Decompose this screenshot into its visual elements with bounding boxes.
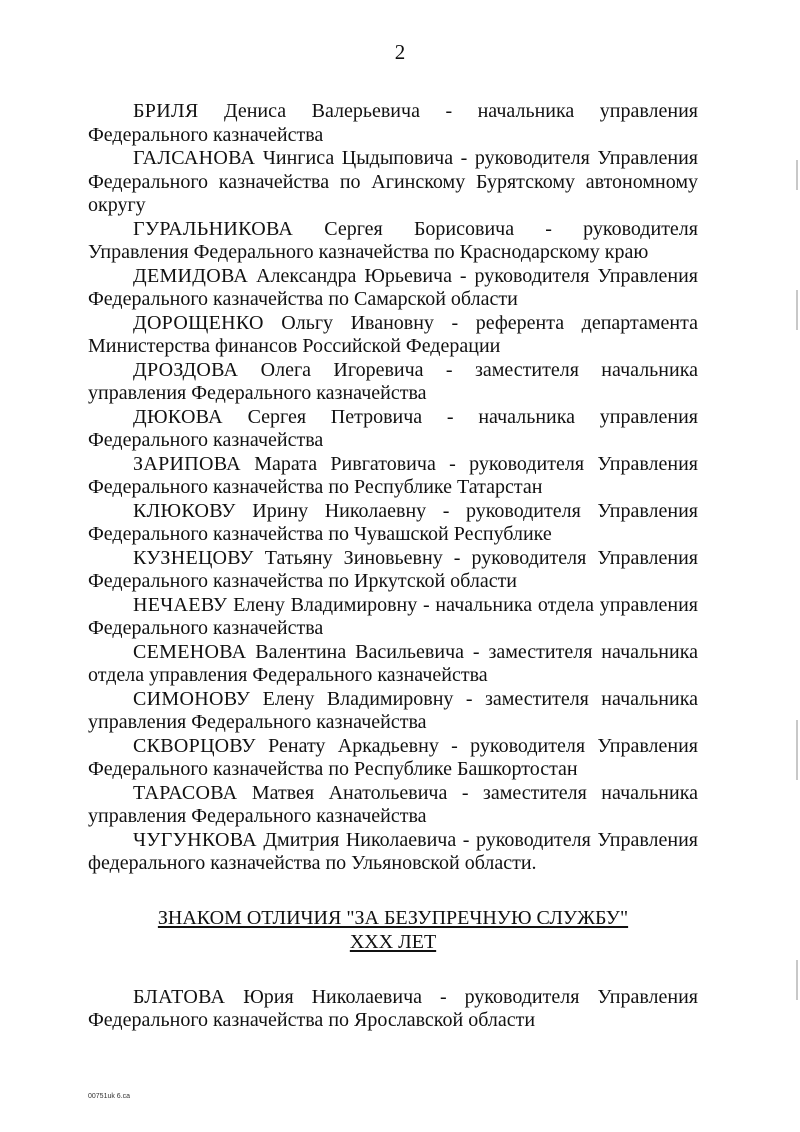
section-heading-line-2: XXX ЛЕТ [349, 930, 437, 953]
awardee-surname: КУЗНЕЦОВУ [133, 546, 254, 569]
awardee-entry [88, 641, 698, 688]
awardee-details: Александра Юрьевича - руководителя Управления Федерального казначейства по Самарской области [88, 264, 698, 310]
awardee-surname: ЗАРИПОВА [133, 452, 241, 475]
awardee-surname: ГАЛСАНОВА [133, 147, 256, 169]
awardee-details: Елену Владимировну - начальника отдела управления Федерального казначейства [88, 593, 698, 639]
awardee-details: Елену Владимировну - заместителя начальника управления Федерального казначейства [88, 687, 698, 733]
awardee-surname: ГУРАЛЬНИКОВА [133, 217, 294, 240]
awardee-entry [88, 782, 698, 829]
awardee-details: Дениса Валерьевича - начальника управления Федерального казначейства [88, 100, 698, 146]
awardee-details: Сергея Борисовича - руководителя Управления Федерального казначейства по Краснодарскому краю [88, 217, 698, 263]
awardee-entry [88, 986, 698, 1033]
awardee-entry [88, 829, 698, 876]
awardee-entry [88, 218, 698, 265]
scan-artifact [796, 720, 798, 780]
page-number: 2 [394, 40, 406, 64]
awardee-surname: СИМОНОВУ [133, 687, 251, 710]
awardee-entry [88, 406, 698, 453]
awardee-surname: СКВОРЦОВУ [133, 734, 256, 757]
awardee-details: Ольгу Ивановну - референта департамента Министерства финансов Российской Федерации [88, 311, 698, 357]
awardee-entry [88, 453, 698, 500]
awardee-list [88, 100, 698, 876]
awardee-entry [88, 735, 698, 782]
awardee-surname: ДОРОЩЕНКО [133, 311, 264, 334]
awardee-details: Марата Ривгатовича - руководителя Управления Федерального казначейства по Республике Татарстан [88, 452, 698, 498]
awardee-entry [88, 100, 698, 147]
awardee-details: Юрия Николаевича - руководителя Управления Федерального казначейства по Ярославской области [88, 985, 698, 1031]
awardee-surname: ЧУГУНКОВА [133, 828, 257, 851]
awardee-list-second [88, 986, 698, 1033]
awardee-entry [88, 594, 698, 641]
footer-code: 00751uk 6.ca [88, 1093, 131, 1100]
section-heading-line-1: ЗНАКОМ ОТЛИЧИЯ "ЗА БЕЗУПРЕЧНУЮ СЛУЖБУ" [157, 906, 629, 929]
awardee-details: Олега Игоревича - заместителя начальника управления Федерального казначейства [88, 358, 698, 404]
awardee-entry [88, 265, 698, 312]
scan-artifact [796, 960, 798, 1000]
awardee-entry [88, 147, 698, 218]
scan-artifact [796, 290, 798, 330]
section-heading [88, 906, 698, 954]
document-body [88, 100, 698, 1033]
awardee-details: Ирину Николаевну - руководителя Управления Федерального казначейства по Чувашской Республике [88, 499, 698, 545]
awardee-entry [88, 359, 698, 406]
awardee-details: Матвея Анатольевича - заместителя начальника управления Федерального казначейства [88, 781, 698, 827]
awardee-details: Чингиса Цыдыповича - руководителя Управления Федерального казначейства по Агинскому Бурятскому автономному округу [88, 147, 698, 216]
awardee-surname: СЕМЕНОВА [133, 640, 247, 663]
scan-artifact [796, 160, 798, 190]
awardee-details: Дмитрия Николаевича - руководителя Управления федерального казначейства по Ульяновской области. [88, 828, 698, 874]
awardee-surname: БРИЛЯ [133, 100, 199, 122]
awardee-details: Татьяну Зиновьевну - руководителя Управления Федерального казначейства по Иркутской области [88, 546, 698, 592]
awardee-entry [88, 547, 698, 594]
awardee-surname: ДЕМИДОВА [133, 264, 249, 287]
awardee-entry [88, 312, 698, 359]
awardee-details: Сергея Петровича - начальника управления Федерального казначейства [88, 405, 698, 451]
awardee-details: Ренату Аркадьевну - руководителя Управления Федерального казначейства по Республике Башкортостан [88, 734, 698, 780]
awardee-entry [88, 500, 698, 547]
awardee-surname: БЛАТОВА [133, 985, 226, 1008]
awardee-surname: КЛЮКОВУ [133, 499, 236, 522]
awardee-surname: ТАРАСОВА [133, 781, 238, 804]
awardee-surname: ДРОЗДОВА [133, 358, 239, 381]
awardee-entry [88, 688, 698, 735]
awardee-surname: ДЮКОВА [133, 405, 223, 428]
awardee-details: Валентина Васильевича - заместителя начальника отдела управления Федерального казначейства [88, 640, 698, 686]
awardee-surname: НЕЧАЕВУ [133, 593, 228, 616]
